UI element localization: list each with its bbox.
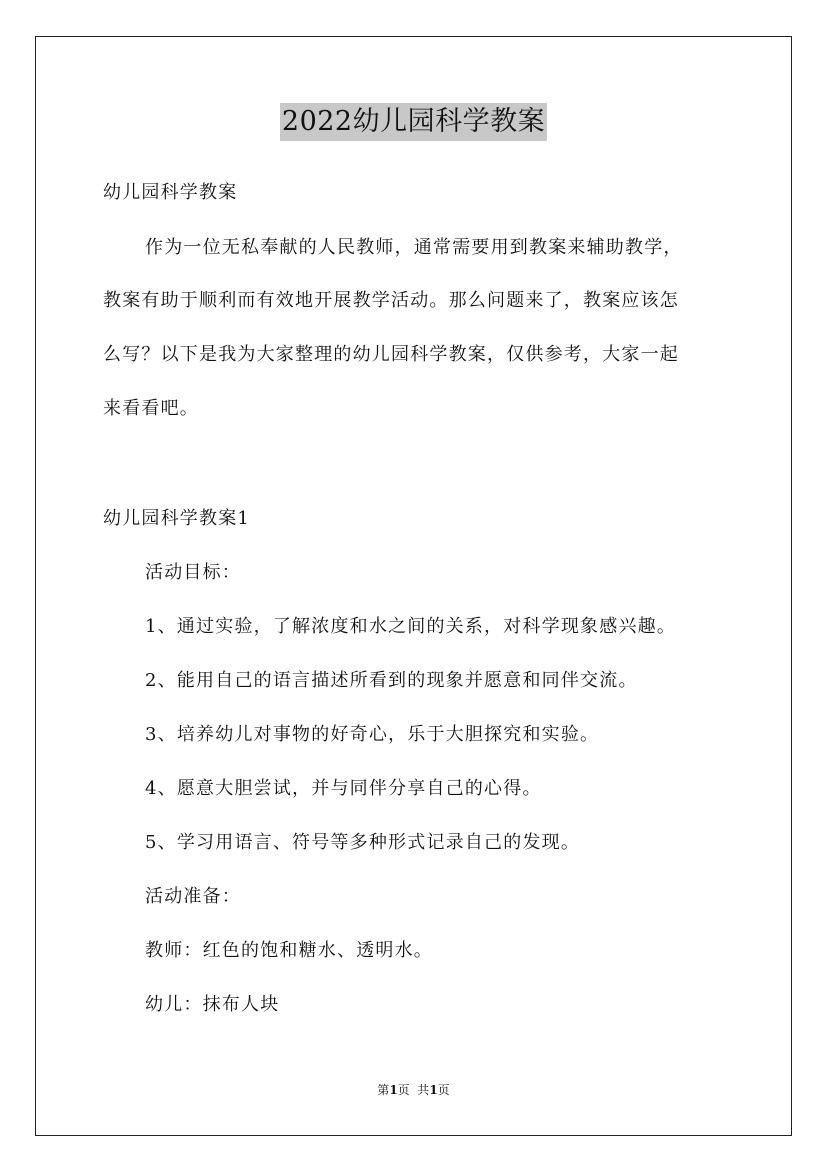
prep-item-1: 教师：红色的饱和糖水、透明水。 bbox=[145, 940, 433, 961]
goal-item-3: 3、培养幼儿对事物的好奇心，乐于大胆探究和实验。 bbox=[145, 724, 600, 745]
footer-page-suffix: 页 bbox=[437, 1083, 450, 1097]
goals-label: 活动目标： bbox=[145, 562, 241, 583]
prep-label: 活动准备： bbox=[145, 886, 241, 907]
intro-line-4: 来看看吧。 bbox=[103, 398, 199, 419]
footer-page-current: 1 bbox=[389, 1083, 398, 1097]
page-footer bbox=[0, 1082, 827, 1098]
goal-item-5: 5、学习用语言、符号等多种形式记录自己的发现。 bbox=[145, 832, 581, 853]
goal-item-2: 2、能用自己的语言描述所看到的现象并愿意和同伴交流。 bbox=[145, 670, 638, 691]
title-container bbox=[0, 103, 827, 141]
footer-page-prefix: 第 bbox=[377, 1083, 390, 1097]
intro-line-1: 作为一位无私奉献的人民教师，通常需要用到教案来辅助教学， bbox=[145, 237, 683, 258]
goal-item-4: 4、愿意大胆尝试，并与同伴分享自己的心得。 bbox=[145, 778, 542, 799]
document-title: 2022幼儿园科学教案 bbox=[280, 103, 547, 141]
goal-item-1: 1、通过实验，了解浓度和水之间的关系，对科学现象感兴趣。 bbox=[145, 616, 677, 637]
prep-item-2: 幼儿：抹布人块 bbox=[145, 994, 280, 1015]
document-heading: 幼儿园科学教案 bbox=[103, 182, 238, 203]
intro-line-3: 么写？以下是我为大家整理的幼儿园科学教案，仅供参考，大家一起 bbox=[103, 344, 679, 365]
intro-line-2: 教案有助于顺利而有效地开展教学活动。那么问题来了，教案应该怎 bbox=[103, 290, 679, 311]
footer-page-mid: 页 共 bbox=[397, 1083, 430, 1097]
footer-page-total: 1 bbox=[429, 1083, 438, 1097]
section-heading: 幼儿园科学教案1 bbox=[103, 508, 251, 529]
